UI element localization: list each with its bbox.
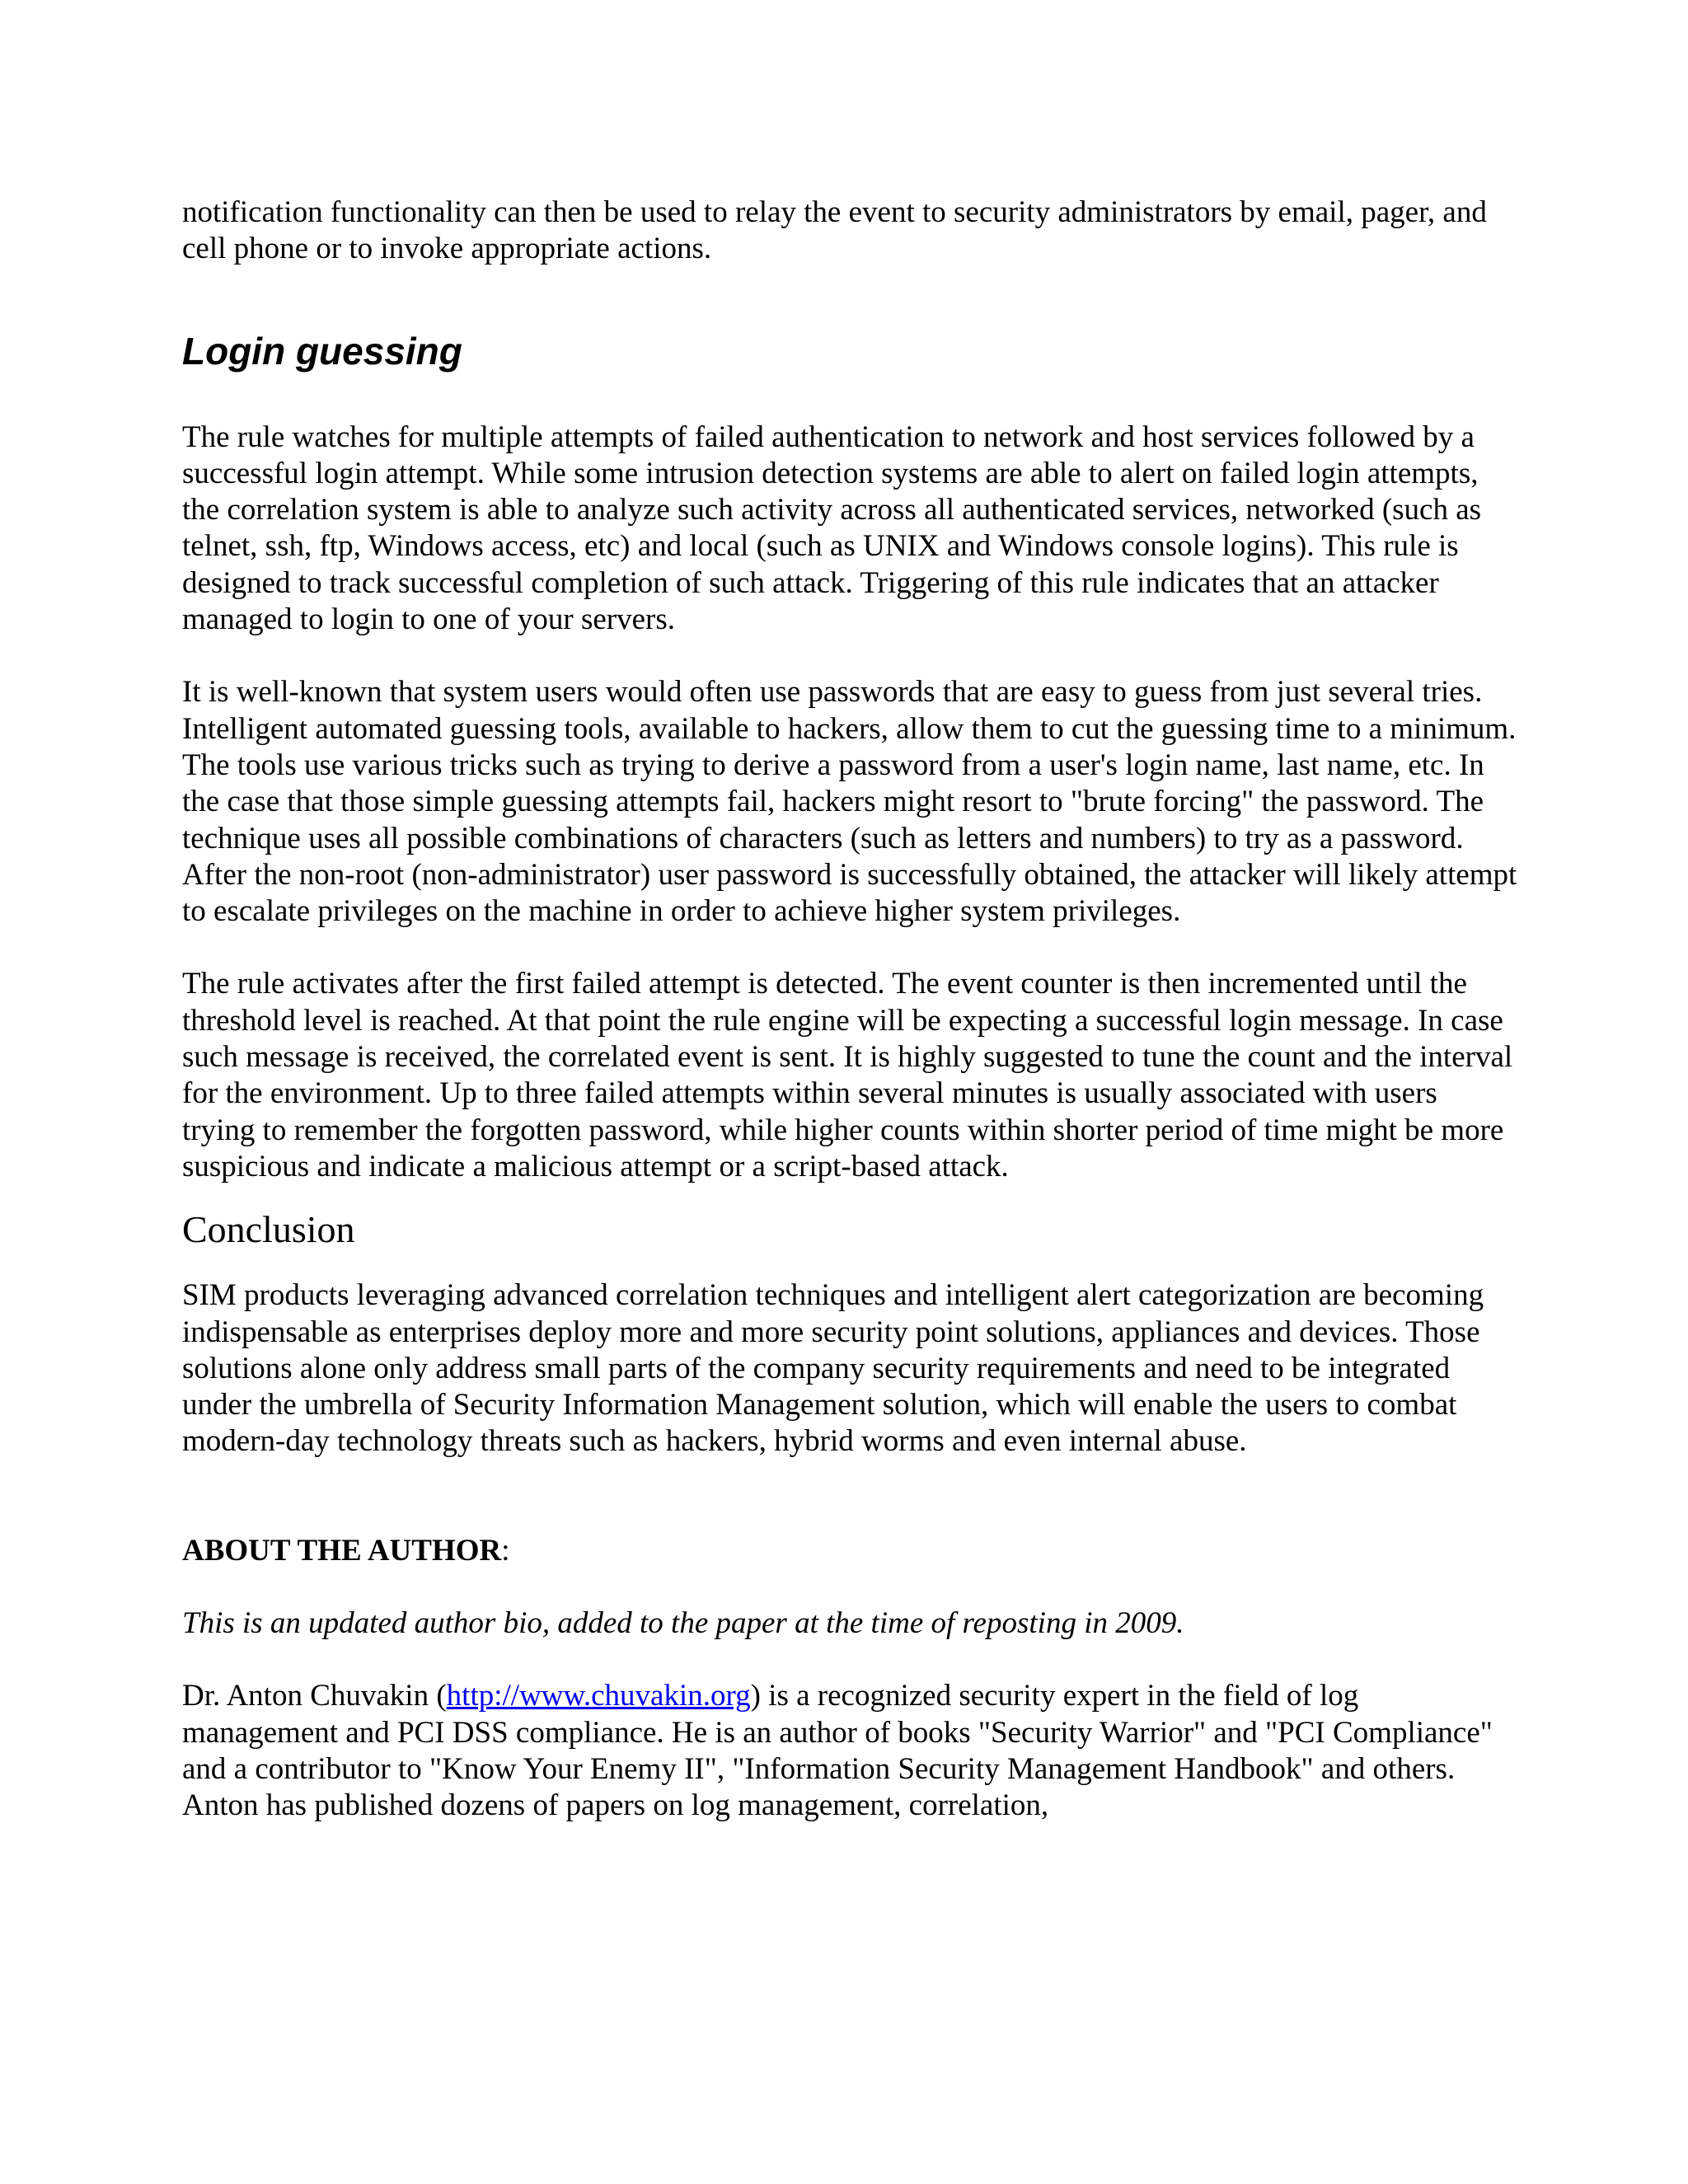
author-bio-prefix: Dr. Anton Chuvakin (	[182, 1679, 447, 1713]
author-website-link[interactable]: http://www.chuvakin.org	[446, 1679, 751, 1713]
login-guessing-paragraph-1: The rule watches for multiple attempts of failed authentication to network and host services followed by a successful login attempt. While some intrusion detection systems are able to alert on failed login attempts, the correlation system is able to analyze such activity across all authenticated services, networked (such as telnet, ssh, ftp, Windows access, etc) and local (such as UNIX and Windows console logins). This rule is designed to track successful completion of such attack. Triggering of this rule indicates that an attacker managed to login to one of your servers.	[182, 419, 1482, 637]
document-page	[182, 194, 1517, 1825]
intro-paragraph: notification functionality can then be used to relay the event to security administrators by email, pager, and cell phone or to invoke appropriate actions.	[182, 195, 1487, 266]
section-heading-login-guessing: Login guessing	[182, 329, 462, 373]
about-author-heading	[182, 1533, 1517, 1569]
about-author-heading-colon: :	[501, 1533, 510, 1568]
login-guessing-paragraph-3: The rule activates after the first failed attempt is detected. The event counter is then incremented until the threshold level is reached. At that point the rule engine will be expecting a successful login message. In case such message is received, the correlated event is sent. It is highly suggested to tune the count and the interval for the environment. Up to three failed attempts within several minutes is usually associated with users trying to remember the forgotten password, while higher counts within shorter period of time might be more suspicious and indicate a malicious attempt or a script-based attack.	[182, 967, 1513, 1183]
conclusion-paragraph: SIM products leveraging advanced correlation techniques and intelligent alert categorization are becoming indispensable as enterprises deploy more and more security point solutions, appliances and devices. Those solutions alone only address small parts of the company security requirements and need to be integrated under the umbrella of Security Information Management solution, which will enable the users to combat modern-day technology threats such as hackers, hybrid worms and even internal abuse.	[182, 1278, 1484, 1459]
section-heading-conclusion: Conclusion	[182, 1208, 355, 1251]
author-bio-paragraph	[182, 1678, 1517, 1824]
author-bio-text: ) is a recognized security expert in the field of log management and PCI DSS compliance. He is an author of books "Security Warrior" and "PCI Compliance" and a contributor to "Know Your Enemy II", "Information Security Management Handbook" and others. Anton has published dozens of papers on log management, correlation,	[182, 1679, 1493, 1823]
login-guessing-paragraph-2: It is well-known that system users would often use passwords that are easy to guess from just several tries. Intelligent automated guessing tools, available to hackers, allow them to cut the guessing time to a minimum. The tools use various tricks such as trying to derive a password from a user's login name, last name, etc. In the case that those simple guessing attempts fail, hackers might resort to "brute forcing" the password. The technique uses all possible combinations of characters (such as letters and numbers) to try as a password. After the non-root (non-administrator) user password is successfully obtained, the attacker will likely attempt to escalate privileges on the machine in order to achieve higher system privileges.	[182, 675, 1517, 929]
about-author-heading-text: ABOUT THE AUTHOR	[182, 1533, 502, 1568]
author-bio-note: This is an updated author bio, added to the paper at the time of reposting in 2009.	[182, 1606, 1184, 1641]
